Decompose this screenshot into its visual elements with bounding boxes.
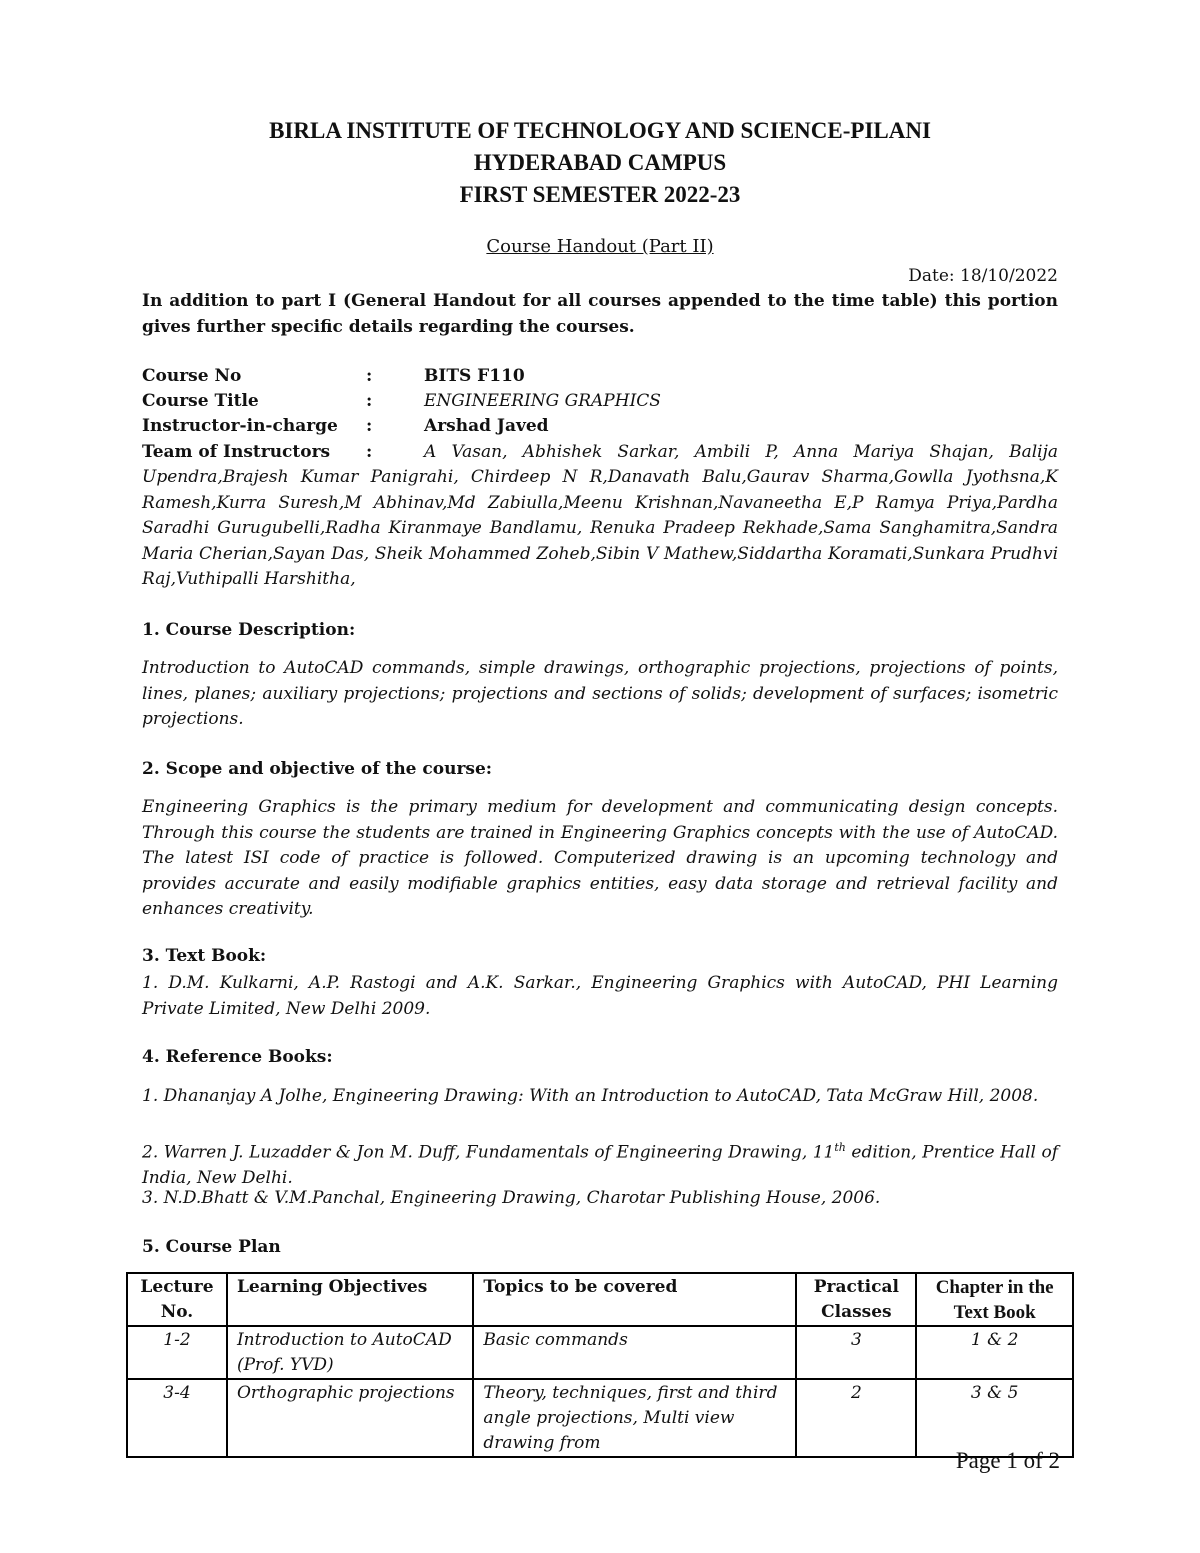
team-row — [142, 440, 1058, 466]
course-title-label: Course Title — [142, 391, 259, 411]
handout-date: Date: 18/10/2022 — [908, 266, 1058, 286]
handout-title: Course Handout (Part II) — [486, 236, 714, 257]
cell-lecture: 1-2 — [127, 1326, 227, 1379]
section-heading-scope: 2. Scope and objective of the course: — [142, 759, 493, 779]
campus-name: HYDERABAD CAMPUS — [473, 150, 727, 175]
header-lecture-no: Lecture No. — [127, 1273, 227, 1326]
cell-objective: Orthographic projections — [227, 1379, 473, 1457]
reference-2-part2: edition, Prentice Hall of India, New Delhi. — [142, 1142, 1058, 1189]
page-number: Page 1 of 2 — [955, 1448, 1060, 1473]
cell-practical: 3 — [796, 1326, 916, 1379]
textbook-text: 1. D.M. Kulkarni, A.P. Rastogi and A.K. Sarkar., Engineering Graphics with AutoCAD, PHI Learning Private Limited, New Delhi 2009. — [142, 973, 1058, 1019]
course-title-value: ENGINEERING GRAPHICS — [424, 391, 661, 411]
course-no-label: Course No — [142, 366, 242, 386]
instructor-in-charge-value: Arshad Javed — [424, 416, 549, 436]
reference-2 — [142, 1135, 1058, 1192]
team-first-line: A Vasan, Abhishek Sarkar, Ambili P, Anna Mariya Shajan, Balija — [424, 442, 1058, 462]
colon: : — [366, 442, 373, 462]
scope-text: Engineering Graphics is the primary medium for development and communicating design concepts. Through this course the students are trained in Engineering Graphics concepts with the use of AutoCAD. The latest ISI code of practice is followed. Computerized drawing is an upcoming technology and provides accurate and easily modifiable graphics entities, easy data storage and retrieval facility and enhances creativity. — [142, 797, 1058, 919]
cell-chapter: 1 & 2 — [916, 1326, 1073, 1379]
section-heading-description: 1. Course Description: — [142, 620, 356, 640]
reference-2-part1: 2. Warren J. Luzadder & Jon M. Duff, Fundamentals of Engineering Drawing, 11 — [142, 1142, 835, 1163]
header-learning-objectives: Learning Objectives — [227, 1273, 473, 1326]
table-row — [127, 1379, 1073, 1457]
instructor-in-charge-row — [142, 414, 1058, 440]
colon: : — [366, 366, 373, 386]
course-no-value: BITS F110 — [424, 366, 525, 386]
section-heading-plan: 5. Course Plan — [142, 1237, 281, 1257]
instructor-in-charge-label: Instructor-in-charge — [142, 416, 338, 436]
header-topics: Topics to be covered — [473, 1273, 796, 1326]
course-title-row — [142, 389, 1058, 415]
table-row — [127, 1326, 1073, 1379]
header-chapter: Chapter in the Text Book — [916, 1273, 1073, 1326]
reference-1: 1. Dhananjay A Jolhe, Engineering Drawing: With an Introduction to AutoCAD, Tata McGraw Hill, 2008. — [142, 1086, 1039, 1106]
section-heading-textbook: 3. Text Book: — [142, 946, 267, 966]
cell-objective: Introduction to AutoCAD (Prof. YVD) — [227, 1326, 473, 1379]
cell-practical: 2 — [796, 1379, 916, 1457]
description-text: Introduction to AutoCAD commands, simple drawings, orthographic projections, projections of points, lines, planes; auxiliary projections; projections and sections of solids; development of surfaces; isometric projections. — [142, 658, 1058, 729]
section-heading-references: 4. Reference Books: — [142, 1047, 333, 1067]
table-header-row — [127, 1273, 1073, 1326]
cell-lecture: 3-4 — [127, 1379, 227, 1457]
colon: : — [366, 391, 373, 411]
course-plan-table — [126, 1272, 1074, 1458]
colon: : — [366, 416, 373, 436]
team-members: Upendra,Brajesh Kumar Panigrahi, Chirdeep N R,Danavath Balu,Gaurav Sharma,Gowlla Jyothsna,K Ramesh,Kurra Suresh,M Abhinav,Md Zabiulla,Meenu Krishnan,Navaneetha E,P Ramya Priya,Pardha Saradhi Gurugubelli,Radha Kiranmaye Bandlamu, Renuka Pradeep Rekhade,Sama Sanghamitra,Sandra Maria Cherian,Sayan Das, Sheik Mohammed Zoheb,Sibin V Mathew,Siddartha Koramati,Sunkara Prudhvi Raj,Vuthipalli Harshitha, — [142, 467, 1058, 589]
institute-name: BIRLA INSTITUTE OF TECHNOLOGY AND SCIENCE-PILANI — [269, 118, 931, 143]
semester: FIRST SEMESTER 2022-23 — [459, 182, 741, 207]
cell-topics: Theory, techniques, first and third angle projections, Multi view drawing from — [473, 1379, 796, 1457]
course-no-row — [142, 364, 1058, 390]
reference-2-superscript: th — [834, 1141, 846, 1154]
cell-chapter: 3 & 5 — [916, 1379, 1073, 1457]
header-practical-classes: Practical Classes — [796, 1273, 916, 1326]
reference-3: 3. N.D.Bhatt & V.M.Panchal, Engineering Drawing, Charotar Publishing House, 2006. — [142, 1188, 881, 1208]
team-label: Team of Instructors — [142, 442, 331, 462]
intro-paragraph: In addition to part I (General Handout for all courses appended to the time table) this portion gives further specific details regarding the courses. — [142, 291, 1058, 337]
cell-topics: Basic commands — [473, 1326, 796, 1379]
